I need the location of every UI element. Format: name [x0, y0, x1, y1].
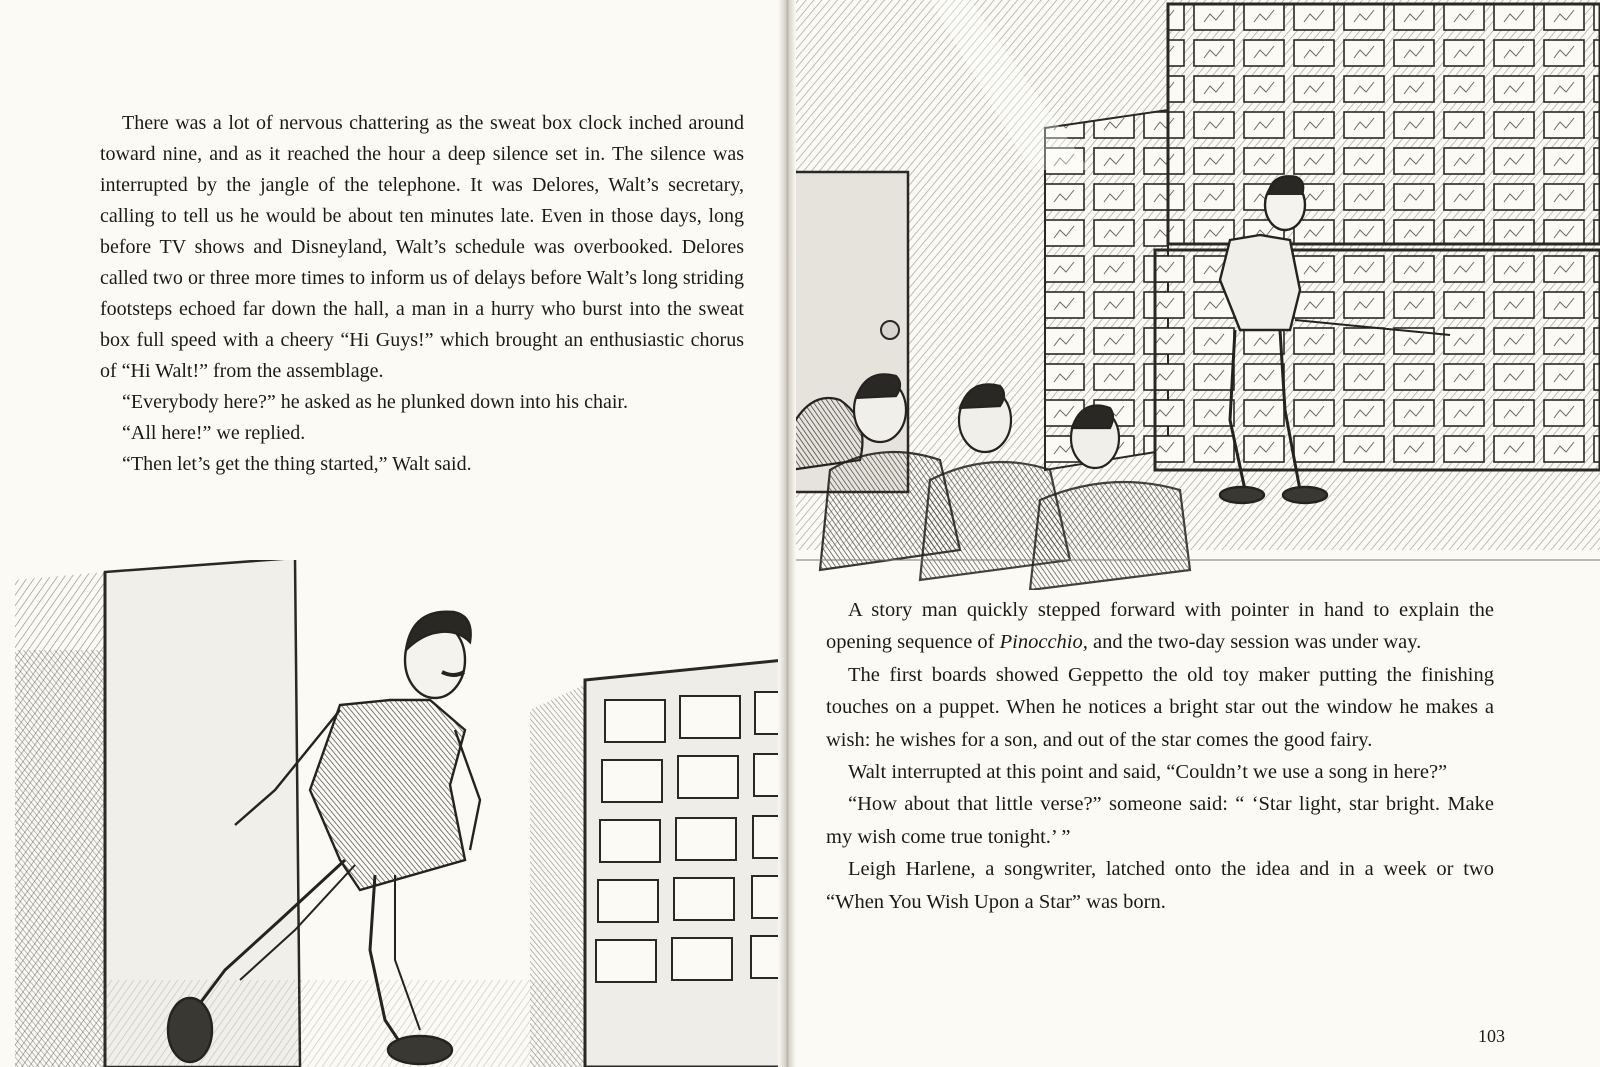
door-knob	[881, 321, 899, 339]
book-title-italic: Pinocchio,	[999, 631, 1088, 654]
page-number: 103	[1478, 1026, 1505, 1046]
pencil-sketch-story-meeting	[790, 0, 1600, 590]
walt-entering-illustration	[10, 560, 784, 1067]
upper-storyboard	[1168, 4, 1600, 244]
paragraph: Walt interrupted at this point and said, “Couldn’t we use a song in here?”	[848, 761, 1448, 784]
paragraph: “How about that little verse?” someone said: “ ‘Star light, star bright. Make my wish come true tonight.’ ”	[826, 793, 1494, 848]
pencil-sketch-walt	[10, 560, 784, 1067]
story-meeting-illustration	[790, 0, 1600, 590]
paragraph: There was a lot of nervous chattering as the sweat box clock inched around toward nine, and as it reached the hour a deep silence set in. The silence was interrupted by the jangle of the telephone. It was Delores, Walt’s secretary, calling to tell us he would be about ten minutes late. Even in those days, long before TV shows and Disneyland, Walt’s schedule was overbooked. Delores called two or three more times to inform us of delays before Walt’s long striding footsteps echoed far down the hall, a man in a hurry who burst into the sweat box full speed with a cheery “Hi Guys!” which brought an enthusiastic chorus of “Hi Walt!” from the assemblage.	[100, 112, 744, 382]
paragraph: “Then let’s get the thing started,” Walt said.	[122, 453, 472, 475]
paragraph-text: and the two-day session was under way.	[1087, 631, 1422, 654]
paragraph: “All here!” we replied.	[122, 422, 306, 444]
right-page-text	[826, 594, 1494, 918]
doorway-dark	[15, 650, 105, 1067]
storyboard-panel	[530, 660, 784, 1067]
paragraph-text: A story man quickly stepped forward with pointer in hand to explain the opening sequence of	[826, 599, 1494, 654]
left-page	[0, 0, 784, 1067]
paragraph: “Everybody here?” he asked as he plunked down into his chair.	[122, 391, 628, 413]
left-page-text	[100, 108, 744, 480]
paragraph	[826, 594, 1494, 659]
paragraph: The first boards showed Geppetto the old toy maker putting the finishing touches on a puppet. When he notices a bright star out the window he makes a wish: he wishes for a son, and out of the star comes the good fairy.	[826, 663, 1494, 751]
paragraph: Leigh Harlene, a songwriter, latched onto the idea and in a week or two “When You Wish Upon a Star” was born.	[826, 858, 1494, 913]
book-gutter	[778, 0, 796, 1067]
